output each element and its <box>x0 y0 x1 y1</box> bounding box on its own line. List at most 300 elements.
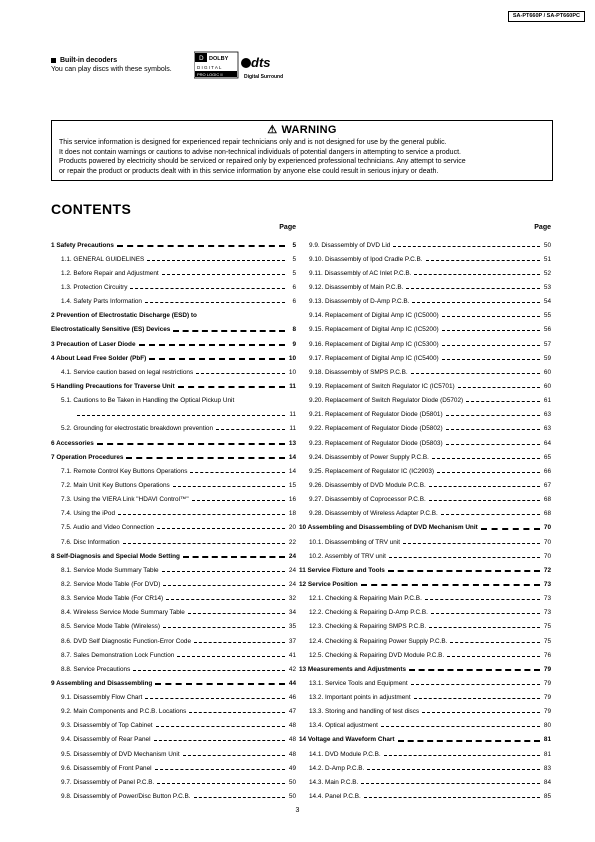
toc-entry[interactable] <box>51 464 296 478</box>
toc-entry-page: 15 <box>288 481 296 489</box>
toc-entry[interactable] <box>299 337 551 351</box>
toc-entry[interactable] <box>299 521 551 535</box>
toc-dot-leader <box>411 373 540 374</box>
toc-entry[interactable] <box>299 365 551 379</box>
dolby-dts-logos <box>194 50 284 82</box>
toc-entry-page: 20 <box>288 524 296 532</box>
toc-entry-title: 9.2. Main Components and P.C.B. Locations <box>61 708 187 716</box>
toc-dot-leader <box>156 726 285 727</box>
svg-text:D: D <box>199 55 204 62</box>
warning-body <box>59 138 548 176</box>
toc-entry-title: 9.19. Replacement of Switch Regulator IC (IC5701) <box>309 382 455 390</box>
toc-entry-title: 9.10. Disassembly of Ipod Cradle P.C.B. <box>309 255 423 263</box>
toc-entry-title: 8 Self-Diagnosis and Special Mode Setting <box>51 552 180 560</box>
toc-entry-page: 57 <box>543 340 551 348</box>
toc-entry[interactable] <box>299 535 551 549</box>
toc-entry[interactable] <box>51 577 296 591</box>
toc-entry-page: 64 <box>543 439 551 447</box>
warning-line: It does not contain warnings or cautions to advise non-technical individuals of potential dangers in attempting to service a product. <box>59 148 461 156</box>
toc-entry-page: 32 <box>288 595 296 603</box>
toc-entry-page: 16 <box>288 496 296 504</box>
toc-entry[interactable] <box>51 478 296 492</box>
toc-entry-page: 10 <box>288 354 296 362</box>
toc-entry[interactable] <box>299 408 551 422</box>
toc-dot-leader <box>458 387 540 388</box>
toc-entry[interactable] <box>51 789 296 803</box>
toc-entry[interactable] <box>299 592 551 606</box>
toc-entry-page: 47 <box>288 708 296 716</box>
toc-entry-title: 7.1. Remote Control Key Buttons Operations <box>61 467 188 475</box>
toc-dot-leader <box>361 584 540 586</box>
toc-dot-leader <box>414 274 540 275</box>
toc-entry-title: 8.2. Service Mode Table (For DVD) <box>61 580 161 588</box>
toc-entry-title: 9.15. Replacement of Digital Amp IC (IC5200) <box>309 326 439 334</box>
toc-dot-leader <box>429 627 540 628</box>
toc-dot-leader <box>389 557 540 558</box>
toc-entry-page: 37 <box>288 637 296 645</box>
toc-dot-leader <box>409 669 540 671</box>
toc-entry[interactable] <box>51 408 296 422</box>
toc-entry-page: 63 <box>543 425 551 433</box>
toc-entry[interactable] <box>299 493 551 507</box>
toc-entry-title: 8.6. DVD Self Diagnostic Function-Error Code <box>61 637 191 645</box>
toc-entry[interactable] <box>51 691 296 705</box>
toc-entry-title: 9.9. Disassembly of DVD Lid <box>309 241 391 249</box>
toc-dot-leader <box>466 401 540 402</box>
toc-entry-page: 48 <box>288 736 296 744</box>
toc-dot-leader <box>422 712 540 713</box>
toc-entry-title: 6 Accessories <box>51 439 94 447</box>
toc-entry[interactable] <box>299 563 551 577</box>
toc-entry-title: 7.3. Using the VIERA Link "HDAVI Control™" <box>61 496 189 504</box>
toc-entry-title: 8.3. Service Mode Table (For CR14) <box>61 595 164 603</box>
toc-entry-page: 80 <box>543 722 551 730</box>
decoders-section <box>51 56 172 74</box>
toc-dot-leader <box>425 599 540 600</box>
toc-entry[interactable] <box>299 648 551 662</box>
toc-dot-leader <box>361 783 540 784</box>
toc-entry-title: 9.1. Disassembly Flow Chart <box>61 694 143 702</box>
toc-entry[interactable] <box>51 422 296 436</box>
dolby-line-1: DOLBY <box>209 56 229 62</box>
toc-dot-leader <box>117 245 285 247</box>
toc-dot-leader <box>97 443 285 445</box>
toc-dot-leader <box>157 528 285 529</box>
toc-entry-page: 41 <box>288 651 296 659</box>
toc-entry-page: 42 <box>288 665 296 673</box>
toc-entry-title: Electrostatically Sensitive (ES) Devices <box>51 326 171 334</box>
toc-dot-leader <box>446 429 540 430</box>
toc-entry[interactable] <box>299 394 551 408</box>
toc-entry[interactable] <box>299 606 551 620</box>
toc-entry[interactable] <box>51 450 296 464</box>
toc-entry[interactable] <box>51 238 296 252</box>
toc-entry[interactable] <box>51 592 296 606</box>
toc-entry-title: 9.18. Disassembly of SMPS P.C.B. <box>309 368 408 376</box>
toc-dot-leader <box>157 783 285 784</box>
toc-dot-leader <box>367 769 540 770</box>
toc-entry-page: 11 <box>289 382 296 390</box>
toc-entry[interactable] <box>299 691 551 705</box>
toc-entry-page: 85 <box>543 793 551 801</box>
toc-entry-title: 4 About Lead Free Solder (PbF) <box>51 354 147 362</box>
toc-entry-page: 10 <box>288 368 296 376</box>
toc-dot-leader <box>163 627 285 628</box>
model-number-box <box>508 11 585 22</box>
toc-dot-leader <box>190 472 285 473</box>
toc-dot-leader <box>432 458 540 459</box>
page-number: 3 <box>295 807 300 814</box>
toc-entry-page: 51 <box>543 255 551 263</box>
toc-entry-title: 13.3. Storing and handling of test discs <box>309 708 420 716</box>
toc-entry-title: 3 Precaution of Laser Diode <box>51 340 136 348</box>
toc-entry-title: 14.2. D-Amp P.C.B. <box>309 764 365 772</box>
toc-entry-page: 52 <box>543 269 551 277</box>
toc-dot-leader <box>216 429 285 430</box>
warning-line: or repair the product or products dealt with in this service information by anyone else could result in serious injury or death. <box>59 167 439 175</box>
toc-entry-page: 60 <box>543 382 551 390</box>
toc-entry-page: 24 <box>288 580 296 588</box>
toc-entry-page: 83 <box>543 764 551 772</box>
toc-entry[interactable] <box>299 422 551 436</box>
toc-entry-title: 2 Prevention of Electrostatic Discharge (ESD) to <box>51 312 197 320</box>
toc-entry-title: 12.4. Checking & Repairing Power Supply P.C.B. <box>309 637 448 645</box>
toc-entry[interactable] <box>51 521 296 535</box>
toc-entry[interactable] <box>299 309 551 323</box>
toc-entry-page: 34 <box>288 609 296 617</box>
toc-entry-title: 7.4. Using the iPod <box>61 510 115 518</box>
toc-dot-leader <box>183 755 285 756</box>
toc-dot-leader <box>437 472 540 473</box>
toc-entry-title: 1 Safety Precautions <box>51 241 114 249</box>
toc-entry-page: 8 <box>292 326 296 334</box>
toc-entry-title: 9.28. Disassembly of Wireless Adapter P.C.B. <box>309 510 438 518</box>
toc-entry-title: 9.5. Disassembly of DVD Mechanism Unit <box>61 750 180 758</box>
toc-dot-leader <box>414 698 540 699</box>
toc-dot-leader <box>145 302 285 303</box>
toc-dot-leader <box>163 585 285 586</box>
toc-entry-title: 12.1. Checking & Repairing Main P.C.B. <box>309 595 422 603</box>
dts-subtitle: Digital Surround <box>244 74 284 80</box>
decoders-heading: Built-in decoders <box>60 57 118 64</box>
toc-entry-page: 14 <box>288 453 296 461</box>
toc-entry-title: 1.1. GENERAL GUIDELINES <box>61 255 145 263</box>
toc-dot-leader <box>155 769 285 770</box>
toc-entry-title: 9.16. Replacement of Digital Amp IC (IC5300) <box>309 340 439 348</box>
page-column-label: Page <box>279 224 296 231</box>
toc-dot-leader <box>194 797 285 798</box>
toc-entry-title: 14.3. Main P.C.B. <box>309 778 359 786</box>
toc-entry[interactable] <box>299 705 551 719</box>
toc-entry-title: 10 Assembling and Disassembling of DVD Mechanism Unit <box>299 524 478 532</box>
toc-entry[interactable] <box>299 719 551 733</box>
toc-dot-leader <box>154 740 285 741</box>
toc-entry[interactable] <box>51 309 296 323</box>
toc-entry[interactable] <box>51 266 296 280</box>
toc-entry-title: 8.8. Service Precautions <box>61 665 131 673</box>
toc-entry-page: 50 <box>288 778 296 786</box>
toc-entry[interactable] <box>51 563 296 577</box>
toc-dot-leader <box>145 698 285 699</box>
toc-entry[interactable] <box>299 775 551 789</box>
toc-entry[interactable] <box>299 789 551 803</box>
toc-dot-leader <box>139 344 285 346</box>
toc-entry[interactable] <box>51 295 296 309</box>
toc-entry-page: 68 <box>543 496 551 504</box>
toc-entry-title: 9.11. Disassembly of AC Inlet P.C.B. <box>309 269 412 277</box>
toc-dot-leader <box>133 670 285 671</box>
toc-entry[interactable] <box>299 238 551 252</box>
toc-list-right <box>299 238 551 804</box>
toc-entry-page: 46 <box>288 694 296 702</box>
toc-entry-title: 7.6. Disc Information <box>61 538 120 546</box>
toc-entry[interactable] <box>51 719 296 733</box>
toc-dot-leader <box>194 642 285 643</box>
toc-dot-leader <box>442 359 540 360</box>
toc-entry[interactable] <box>51 747 296 761</box>
toc-dot-leader <box>388 570 540 572</box>
toc-dot-leader <box>429 486 540 487</box>
toc-entry[interactable] <box>299 733 551 747</box>
toc-entry-page: 5 <box>292 255 296 263</box>
toc-entry[interactable] <box>51 365 296 379</box>
toc-entry-page: 56 <box>543 326 551 334</box>
toc-entry-title: 9.27. Disassembly of Coprocessor P.C.B. <box>309 496 426 504</box>
toc-entry[interactable] <box>299 620 551 634</box>
toc-entry-page: 79 <box>543 708 551 716</box>
toc-entry-page: 48 <box>288 722 296 730</box>
toc-entry-page: 61 <box>543 397 551 405</box>
toc-entry-title: 12.3. Checking & Repairing SMPS P.C.B. <box>309 623 427 631</box>
toc-entry[interactable] <box>51 676 296 690</box>
toc-entry[interactable] <box>51 436 296 450</box>
toc-entry[interactable] <box>299 323 551 337</box>
toc-entry-title: 12.5. Checking & Repairing DVD Module P.C.B. <box>309 651 445 659</box>
toc-entry[interactable] <box>299 577 551 591</box>
toc-entry-page: 63 <box>543 411 551 419</box>
toc-entry-page: 24 <box>288 552 296 560</box>
toc-entry-title: 13.1. Service Tools and Equipment <box>309 679 408 687</box>
toc-entry[interactable] <box>51 606 296 620</box>
toc-dot-leader <box>173 486 285 487</box>
toc-dot-leader <box>429 500 540 501</box>
toc-entry-title: 9 Assembling and Disassembling <box>51 679 153 687</box>
toc-entry-page: 48 <box>288 750 296 758</box>
toc-dot-leader <box>442 330 540 331</box>
warning-triangle-icon: ⚠ <box>267 124 278 136</box>
dts-logo <box>241 55 283 80</box>
toc-entry[interactable] <box>51 648 296 662</box>
toc-entry[interactable] <box>299 436 551 450</box>
toc-dot-leader <box>123 543 285 544</box>
toc-entry-page: 13 <box>288 439 296 447</box>
toc-entry-title: 7.5. Audio and Video Connection <box>61 524 154 532</box>
toc-entry[interactable] <box>299 379 551 393</box>
toc-entry-title: 9.13. Disassembly of D-Amp P.C.B. <box>309 298 410 306</box>
toc-dot-leader <box>177 656 285 657</box>
page-column-label: Page <box>534 224 551 231</box>
toc-entry-page: 66 <box>543 467 551 475</box>
toc-entry-title: 13.4. Optical adjustment <box>309 722 378 730</box>
toc-entry-page: 76 <box>543 651 551 659</box>
toc-dot-leader <box>384 755 540 756</box>
toc-dot-leader <box>196 373 285 374</box>
toc-entry-title: 13 Measurements and Adjustments <box>299 665 407 673</box>
toc-entry-page: 70 <box>543 538 551 546</box>
contents-left-column <box>51 222 296 804</box>
toc-entry[interactable] <box>299 280 551 294</box>
toc-dot-leader <box>173 330 285 332</box>
toc-entry[interactable] <box>51 733 296 747</box>
toc-entry[interactable] <box>51 775 296 789</box>
toc-entry[interactable] <box>299 351 551 365</box>
toc-dot-leader <box>192 500 285 501</box>
toc-entry-title: 9.24. Disassembly of Power Supply P.C.B. <box>309 453 429 461</box>
toc-entry[interactable] <box>51 507 296 521</box>
toc-entry-title: 8.1. Service Mode Summary Table <box>61 566 159 574</box>
toc-entry[interactable] <box>51 634 296 648</box>
toc-entry[interactable] <box>51 337 296 351</box>
toc-dot-leader <box>130 288 285 289</box>
toc-entry[interactable] <box>299 266 551 280</box>
toc-dot-leader <box>178 386 285 388</box>
toc-entry-title: 14.1. DVD Module P.C.B. <box>309 750 381 758</box>
toc-entry[interactable] <box>51 323 296 337</box>
toc-entry-page: 60 <box>543 368 551 376</box>
toc-entry[interactable] <box>51 620 296 634</box>
toc-entry[interactable] <box>51 379 296 393</box>
toc-entry[interactable] <box>299 676 551 690</box>
toc-entry[interactable] <box>51 394 296 408</box>
toc-entry[interactable] <box>299 507 551 521</box>
toc-entry-title: 7.2. Main Unit Key Buttons Operations <box>61 481 170 489</box>
toc-entry-page: 44 <box>288 679 296 687</box>
toc-entry-title: 9.23. Replacement of Regulator Diode (D5803) <box>309 439 443 447</box>
toc-entry-page: 81 <box>543 750 551 758</box>
toc-entry-page: 53 <box>543 283 551 291</box>
toc-entry-page: 81 <box>543 736 551 744</box>
toc-entry[interactable] <box>299 464 551 478</box>
toc-dot-leader <box>442 345 540 346</box>
toc-entry-page: 50 <box>543 241 551 249</box>
decoders-text: You can play discs with these symbols. <box>51 66 172 73</box>
toc-dot-leader <box>393 246 540 247</box>
toc-entry-title: 10.2. Assembly of TRV unit <box>309 552 386 560</box>
toc-entry[interactable] <box>299 450 551 464</box>
toc-entry[interactable] <box>299 747 551 761</box>
toc-dot-leader <box>147 260 285 261</box>
toc-dot-leader <box>447 656 540 657</box>
toc-entry-title: 8.4. Wireless Service Mode Summary Table <box>61 609 185 617</box>
toc-dot-leader <box>162 571 285 572</box>
toc-dot-leader <box>446 444 540 445</box>
toc-entry[interactable] <box>299 662 551 676</box>
toc-entry[interactable] <box>299 478 551 492</box>
toc-entry[interactable] <box>51 549 296 563</box>
toc-dot-leader <box>162 274 285 275</box>
decoders-heading-row <box>51 56 172 65</box>
toc-dot-leader <box>406 288 540 289</box>
toc-entry[interactable] <box>299 761 551 775</box>
dolby-line-3: PRO LOGIC II <box>197 72 223 77</box>
toc-entry-title: 13.2. Important points in adjustment <box>309 694 411 702</box>
toc-entry[interactable] <box>299 634 551 648</box>
toc-dot-leader <box>481 528 540 530</box>
toc-entry-title: 9.17. Replacement of Digital Amp IC (IC5400) <box>309 354 439 362</box>
toc-entry-title: 5.1. Cautions to Be Taken in Handling the Optical Pickup Unit <box>61 397 235 405</box>
toc-dot-leader <box>364 797 540 798</box>
toc-dot-leader <box>403 543 540 544</box>
toc-entry-page: 65 <box>543 453 551 461</box>
toc-entry[interactable] <box>51 705 296 719</box>
toc-entry-title: 4.1. Service caution based on legal restrictions <box>61 368 194 376</box>
toc-entry-page: 54 <box>543 298 551 306</box>
warning-title: WARNING <box>281 124 337 136</box>
toc-entry-page: 79 <box>543 665 551 673</box>
toc-entry-title: 1.4. Safety Parts Information <box>61 298 142 306</box>
toc-entry[interactable] <box>51 493 296 507</box>
toc-dot-leader <box>398 740 540 742</box>
dolby-line-2: D I G I T A L <box>197 65 222 70</box>
toc-dot-leader <box>188 613 285 614</box>
decoder-logos <box>194 50 284 87</box>
contents-title: CONTENTS <box>51 201 132 217</box>
toc-entry-page: 49 <box>288 764 296 772</box>
toc-entry-title: 9.22. Replacement of Regulator Diode (D5802) <box>309 425 443 433</box>
toc-entry[interactable] <box>51 662 296 676</box>
toc-entry[interactable] <box>51 252 296 266</box>
toc-dot-leader <box>77 415 285 416</box>
warning-title-row <box>52 123 552 136</box>
model-number: SA-PT660P / SA-PT660PC <box>512 13 580 19</box>
toc-dot-leader <box>126 457 285 459</box>
toc-dot-leader <box>183 556 285 558</box>
toc-list-left <box>51 238 296 804</box>
toc-entry-page: 73 <box>543 595 551 603</box>
toc-entry-page: 11 <box>289 425 296 433</box>
toc-entry-title: 9.21. Replacement of Regulator Diode (D5801) <box>309 411 443 419</box>
toc-entry-page: 75 <box>543 623 551 631</box>
toc-entry[interactable] <box>299 252 551 266</box>
toc-entry-page: 67 <box>543 481 551 489</box>
toc-entry-page: 68 <box>543 510 551 518</box>
toc-entry-page: 35 <box>288 623 296 631</box>
toc-entry-title: 9.3. Disassembly of Top Cabinet <box>61 722 153 730</box>
toc-entry-title: 5 Handling Precautions for Traverse Unit <box>51 382 175 390</box>
toc-dot-leader <box>118 514 285 515</box>
toc-entry[interactable] <box>51 761 296 775</box>
toc-entry-page: 9 <box>292 340 296 348</box>
toc-entry-title: 5.2. Grounding for electrostatic breakdown prevention <box>61 425 214 433</box>
toc-entry-page: 24 <box>288 566 296 574</box>
toc-entry-title: 1.2. Before Repair and Adjustment <box>61 269 159 277</box>
toc-dot-leader <box>149 358 285 360</box>
toc-entry-title: 7 Operation Procedures <box>51 453 124 461</box>
toc-entry-title: 11 Service Fixture and Tools <box>299 566 385 574</box>
toc-entry-page: 75 <box>543 637 551 645</box>
toc-dot-leader <box>446 415 540 416</box>
toc-entry-page: 59 <box>543 354 551 362</box>
toc-entry[interactable] <box>299 295 551 309</box>
toc-entry[interactable] <box>51 280 296 294</box>
toc-entry[interactable] <box>299 549 551 563</box>
toc-entry-page: 11 <box>289 411 296 419</box>
toc-entry[interactable] <box>51 535 296 549</box>
toc-dot-leader <box>411 684 540 685</box>
toc-entry-title: 14 Voltage and Waveform Chart <box>299 736 395 744</box>
toc-entry[interactable] <box>51 351 296 365</box>
dts-mark: dts <box>251 55 271 70</box>
